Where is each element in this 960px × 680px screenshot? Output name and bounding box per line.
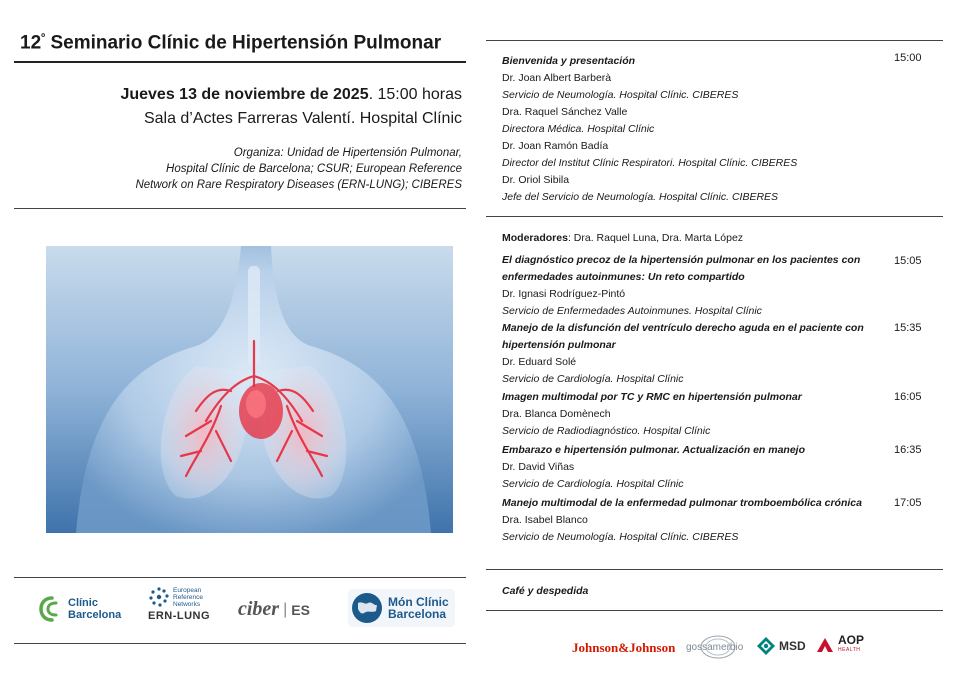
globe-icon xyxy=(350,591,384,625)
program-divider xyxy=(486,569,943,570)
welcome-session xyxy=(502,53,882,206)
moderators-line: Moderadores: Dra. Raquel Luna, Dra. Marta López xyxy=(502,232,744,244)
logos-top-divider xyxy=(14,577,466,578)
talk-item xyxy=(502,442,882,493)
speaker-name: Dr. Eduard Solé xyxy=(502,356,577,368)
ciberes-logo: ciber | ES xyxy=(238,598,310,620)
closing-session: Café y despedida xyxy=(502,585,589,597)
speaker-name: Dra. Blanca Domènech xyxy=(502,408,611,420)
welcome-title: Bienvenida y presentación xyxy=(502,55,636,67)
title-divider xyxy=(14,61,466,63)
left-column xyxy=(14,0,466,680)
talk-time: 16:35 xyxy=(894,444,922,456)
talk-title: Embarazo e hipertensión pulmonar. Actualización en manejo xyxy=(502,444,806,456)
logos-bottom-divider xyxy=(14,643,466,644)
speaker-affiliation: Servicio de Neumología. Hospital Clínic. CIBERES xyxy=(502,531,739,543)
msd-logo: MSD xyxy=(756,636,806,656)
speaker-affiliation: Directora Médica. Hospital Clínic xyxy=(502,123,655,135)
jnj-logo: Johnson&Johnson xyxy=(572,640,676,655)
talk-item xyxy=(502,389,882,440)
talk-item xyxy=(502,320,882,388)
speaker-name: Dr. Joan Ramón Badía xyxy=(502,140,609,152)
talk-time: 15:35 xyxy=(894,322,922,334)
speaker-name: Dra. Isabel Blanco xyxy=(502,514,588,526)
speaker-affiliation: Servicio de Enfermedades Autoinmunes. Hospital Clínic xyxy=(502,305,762,317)
talk-time: 17:05 xyxy=(894,497,922,509)
talk-item xyxy=(502,252,882,320)
sponsor-logos xyxy=(486,630,943,666)
welcome-time: 15:00 xyxy=(894,52,922,64)
speaker-affiliation: Director del Institut Clínic Respiratori. Hospital Clínic. CIBERES xyxy=(502,157,798,169)
talk-title: El diagnóstico precoz de la hipertensión pulmonar en los pacientes con enfermedades autoinmunes: Un reto compartido xyxy=(502,254,861,283)
speaker-name: Dr. David Viñas xyxy=(502,461,575,473)
speaker-affiliation: Servicio de Radiodiagnóstico. Hospital Clínic xyxy=(502,425,711,437)
event-date: Jueves 13 de noviembre de 2025. 15:00 horas xyxy=(120,86,462,103)
program-column xyxy=(486,0,943,680)
gossamer-logo: gossamerbio xyxy=(686,634,750,660)
talk-title: Manejo multimodal de la enfermedad pulmonar tromboembólica crónica xyxy=(502,497,862,509)
speaker-name: Dr. Oriol Sibila xyxy=(502,174,570,186)
speaker-affiliation: Jefe del Servicio de Neumología. Hospital Clínic. CIBERES xyxy=(502,191,779,203)
talk-time: 15:05 xyxy=(894,255,922,267)
organizer-text: Organiza: Unidad de Hipertensión Pulmonar, Hospital Clínic de Barcelona; CSUR; European Reference Network on Rare Respiratory Diseases (ERN-LUNG); CIBERES xyxy=(135,147,462,191)
speaker-name: Dr. Ignasi Rodríguez-Pintó xyxy=(502,288,626,300)
clinic-icon xyxy=(38,594,64,624)
aop-health-logo: AOP HEALTH xyxy=(814,634,864,656)
lungs-illustration xyxy=(46,246,453,533)
aop-icon xyxy=(814,634,836,656)
event-venue: Sala d’Actes Farreras Valentí. Hospital Clínic xyxy=(143,110,462,127)
speaker-name: Dra. Raquel Sánchez Valle xyxy=(502,106,628,118)
speaker-affiliation: Servicio de Neumología. Hospital Clínic. CIBERES xyxy=(502,89,739,101)
ern-stars-icon xyxy=(148,586,170,608)
talk-title: Imagen multimodal por TC y RMC en hipertensión pulmonar xyxy=(502,391,802,403)
speaker-name: Dr. Joan Albert Barberà xyxy=(502,72,612,84)
organizer-logos xyxy=(14,586,466,634)
header-divider xyxy=(14,208,466,209)
msd-icon xyxy=(756,636,776,656)
talk-time: 16:05 xyxy=(894,391,922,403)
ern-lung-logo: European Reference Networks ERN-LUNG xyxy=(148,586,211,622)
speaker-affiliation: Servicio de Cardiología. Hospital Clínic xyxy=(502,373,684,385)
talk-title: Manejo de la disfunción del ventrículo derecho aguda en el paciente con hipertensión pulmonar xyxy=(502,322,864,351)
mon-clinic-logo: Món Clínic Barcelona xyxy=(348,589,455,627)
speaker-affiliation: Servicio de Cardiología. Hospital Clínic xyxy=(502,478,684,490)
program-divider xyxy=(486,216,943,217)
program-bottom-divider xyxy=(486,610,943,611)
page-title: $12^º$ Seminario Clínic de Hipertensión Pulmonar xyxy=(20,32,442,54)
program-top-divider xyxy=(486,40,943,41)
clinic-barcelona-logo: Clínic Barcelona xyxy=(38,594,121,624)
talk-item xyxy=(502,495,882,546)
